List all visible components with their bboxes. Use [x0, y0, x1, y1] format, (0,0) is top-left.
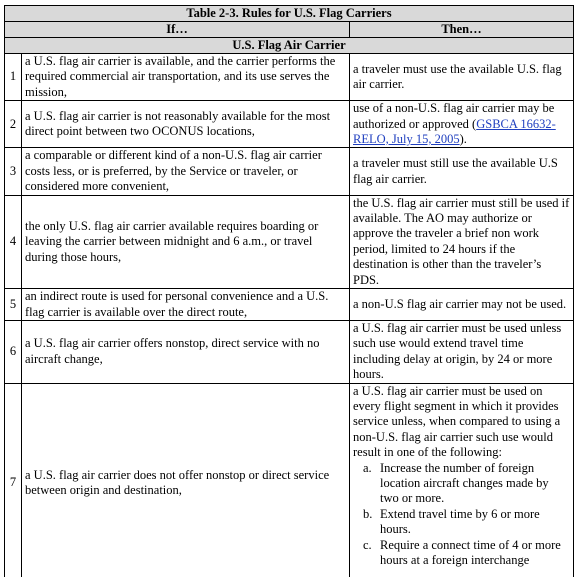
if-condition: a U.S. flag air carrier is available, and the carrier performs the required commercial air transportation, and its use serves the mission,: [22, 54, 350, 101]
if-condition: a U.S. flag air carrier offers nonstop, direct service with no aircraft change,: [22, 320, 350, 383]
table-title: Table 2-3. Rules for U.S. Flag Carriers: [5, 6, 574, 22]
then-text: use of a non-U.S. flag air carrier may be authorized or approved (: [353, 101, 555, 131]
row-number: 7: [5, 383, 22, 577]
table-row: [5, 383, 574, 577]
then-intro: a U.S. flag air carrier must be used on every flight segment in which it provides service unless, when compared to using a non-U.S. flag air carrier such use would result in one of the following:: [353, 383, 561, 460]
if-condition: a U.S. flag air carrier does not offer nonstop or direct service between origin and destination,: [22, 383, 350, 577]
if-condition: a U.S. flag air carrier is not reasonably available for the most direct point between two OCONUS locations,: [22, 101, 350, 148]
table-row: [5, 195, 574, 288]
row-number: 6: [5, 320, 22, 383]
then-result: a U.S. flag air carrier must be used unless such use would extend travel time including delay at origin, by 24 or more hours.: [350, 320, 574, 383]
then-result: a traveler must use the available U.S. flag air carrier.: [350, 54, 574, 101]
table-row: [5, 320, 574, 383]
list-item: [353, 461, 570, 507]
list-item-text: Require a connect time of 4 or more hours at a foreign interchange: [380, 537, 561, 567]
list-item-text: Increase the number of foreign location aircraft changes made by two or more.: [380, 460, 549, 506]
row-number: 4: [5, 195, 22, 288]
list-item: [353, 538, 570, 569]
list-marker: a.: [363, 460, 372, 475]
list-item: [353, 507, 570, 538]
header-then: Then…: [350, 22, 574, 38]
us-flag-carrier-rules-table: [4, 5, 574, 577]
then-result: a traveler must still use the available U.S flag air carrier.: [350, 148, 574, 195]
then-result: [350, 383, 574, 577]
row-number: 2: [5, 101, 22, 148]
section-row: [5, 38, 574, 54]
header-if: If…: [5, 22, 350, 38]
if-condition: an indirect route is used for personal convenience and a U.S. flag carrier is available over the direct route,: [22, 289, 350, 321]
if-condition: the only U.S. flag air carrier available requires boarding or leaving the carrier between midnight and 6 a.m., or travel during those hours,: [22, 195, 350, 288]
table-header-row: [5, 22, 574, 38]
row-number: 3: [5, 148, 22, 195]
table-title-row: [5, 6, 574, 22]
table-row: [5, 101, 574, 148]
row-number: 1: [5, 54, 22, 101]
table-row: [5, 289, 574, 321]
table-row: [5, 54, 574, 101]
list-marker: b.: [363, 506, 373, 521]
list-marker: c.: [363, 537, 372, 552]
list-item-text: Extend travel time by 6 or more hours.: [380, 506, 540, 537]
then-result: a non-U.S flag air carrier may not be used.: [350, 289, 574, 321]
table-row: [5, 148, 574, 195]
condition-list: [353, 461, 570, 569]
row-number: 5: [5, 289, 22, 321]
if-condition: a comparable or different kind of a non-U.S. flag air carrier costs less, or is preferred, by the Service or traveler, or considered more convenient,: [22, 148, 350, 195]
gsbca-citation-link[interactable]: GSBCA 16632-RELO, July 15, 2005: [353, 116, 556, 147]
then-result: the U.S. flag air carrier must still be used if available. The AO may authorize or approve the traveler a brief non work period, limited to 24 hours if the destination is other than the traveler’s PDS.: [350, 195, 574, 288]
section-heading: U.S. Flag Air Carrier: [5, 38, 574, 54]
then-text-end: ).: [459, 132, 467, 147]
then-result: [350, 101, 574, 148]
